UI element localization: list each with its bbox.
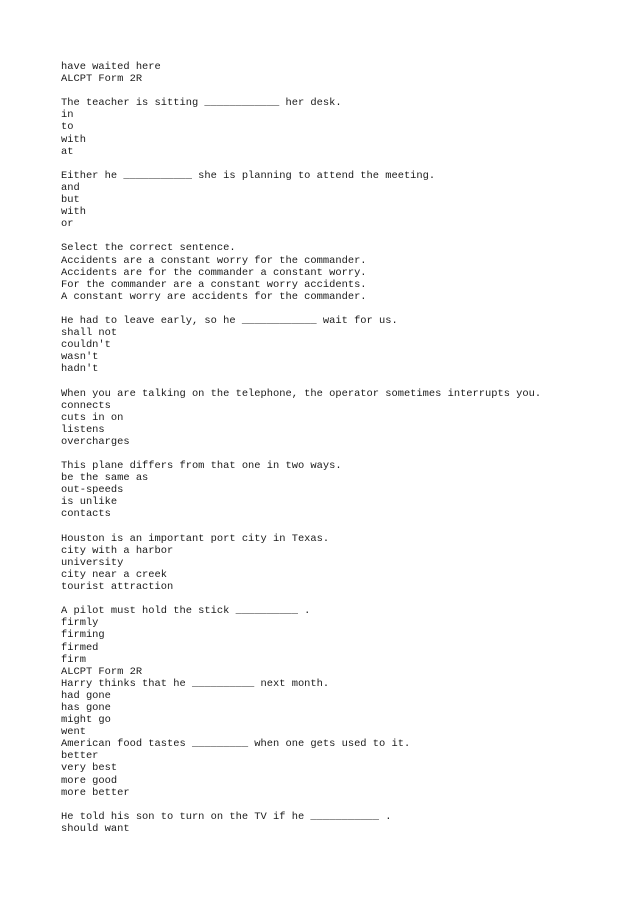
text-line: is unlike (61, 496, 118, 509)
text-line: at (61, 145, 74, 158)
text-line: A pilot must hold the stick __________ . (61, 605, 311, 618)
text-line: had gone (61, 689, 111, 702)
blank-line (61, 85, 631, 97)
blank-line (61, 375, 631, 387)
blank-line (61, 799, 631, 811)
text-line: city near a creek (61, 568, 168, 581)
text-line: but (61, 194, 80, 207)
text-line: tourist attraction (61, 581, 174, 594)
text-line: firming (61, 629, 105, 642)
text-line: to (61, 121, 74, 134)
text-line: Harry thinks that he __________ next month. (61, 677, 330, 690)
text-line: Either he ___________ she is planning to attend the meeting. (61, 169, 436, 182)
document-page (61, 61, 631, 835)
text-line: Select the correct sentence. (61, 242, 236, 255)
text-line: Houston is an important port city in Texas. (61, 532, 330, 545)
text-line: out-speeds (61, 484, 124, 497)
text-line: should want (61, 822, 130, 835)
text-line: He had to leave early, so he ____________ wait for us. (61, 314, 398, 327)
text-line: overcharges (61, 435, 130, 448)
blank-line (61, 593, 631, 605)
text-line: have waited here (61, 61, 161, 73)
text-line: ALCPT Form 2R (61, 73, 143, 86)
text-line: has gone (61, 701, 111, 714)
text-line: He told his son to turn on the TV if he ___________ . (61, 810, 392, 823)
text-line: A constant worry are accidents for the commander. (61, 290, 367, 303)
text-line: better (61, 750, 99, 763)
text-line: and (61, 181, 80, 194)
blank-line (61, 521, 631, 533)
text-line: be the same as (61, 472, 149, 485)
text-line: Accidents are for the commander a constant worry. (61, 266, 367, 279)
text-line: American food tastes _________ when one gets used to it. (61, 738, 411, 751)
text-line: Accidents are a constant worry for the commander. (61, 254, 367, 267)
text-line: with (61, 206, 86, 219)
text-line: contacts (61, 508, 111, 521)
text-line: city with a harbor (61, 544, 174, 557)
text-line: more better (61, 786, 130, 799)
text-line: couldn't (61, 339, 111, 352)
text-line: went (61, 726, 86, 739)
text-line: ALCPT Form 2R (61, 665, 143, 678)
text-line: firmed (61, 641, 99, 654)
text-line: wasn't (61, 351, 99, 364)
text-line: firm (61, 653, 86, 666)
text-line: might go (61, 714, 111, 727)
blank-line (61, 230, 631, 242)
text-line: with (61, 133, 86, 146)
text-line: This plane differs from that one in two ways. (61, 460, 342, 473)
blank-line (61, 303, 631, 315)
text-line: in (61, 109, 74, 122)
text-line: The teacher is sitting ____________ her desk. (61, 97, 342, 110)
blank-line (61, 158, 631, 170)
text-line: When you are talking on the telephone, the operator sometimes interrupts you. (61, 387, 542, 400)
text-line: listens (61, 423, 105, 436)
text-line: university (61, 556, 124, 569)
text-line: For the commander are a constant worry accidents. (61, 278, 367, 291)
text-line: very best (61, 762, 118, 775)
text-line: firmly (61, 617, 99, 630)
blank-line (61, 448, 631, 460)
text-line: shall not (61, 327, 118, 340)
text-line: more good (61, 774, 118, 787)
text-line: or (61, 218, 74, 231)
text-line: hadn't (61, 363, 99, 376)
text-line: cuts in on (61, 411, 124, 424)
text-line: connects (61, 399, 111, 412)
